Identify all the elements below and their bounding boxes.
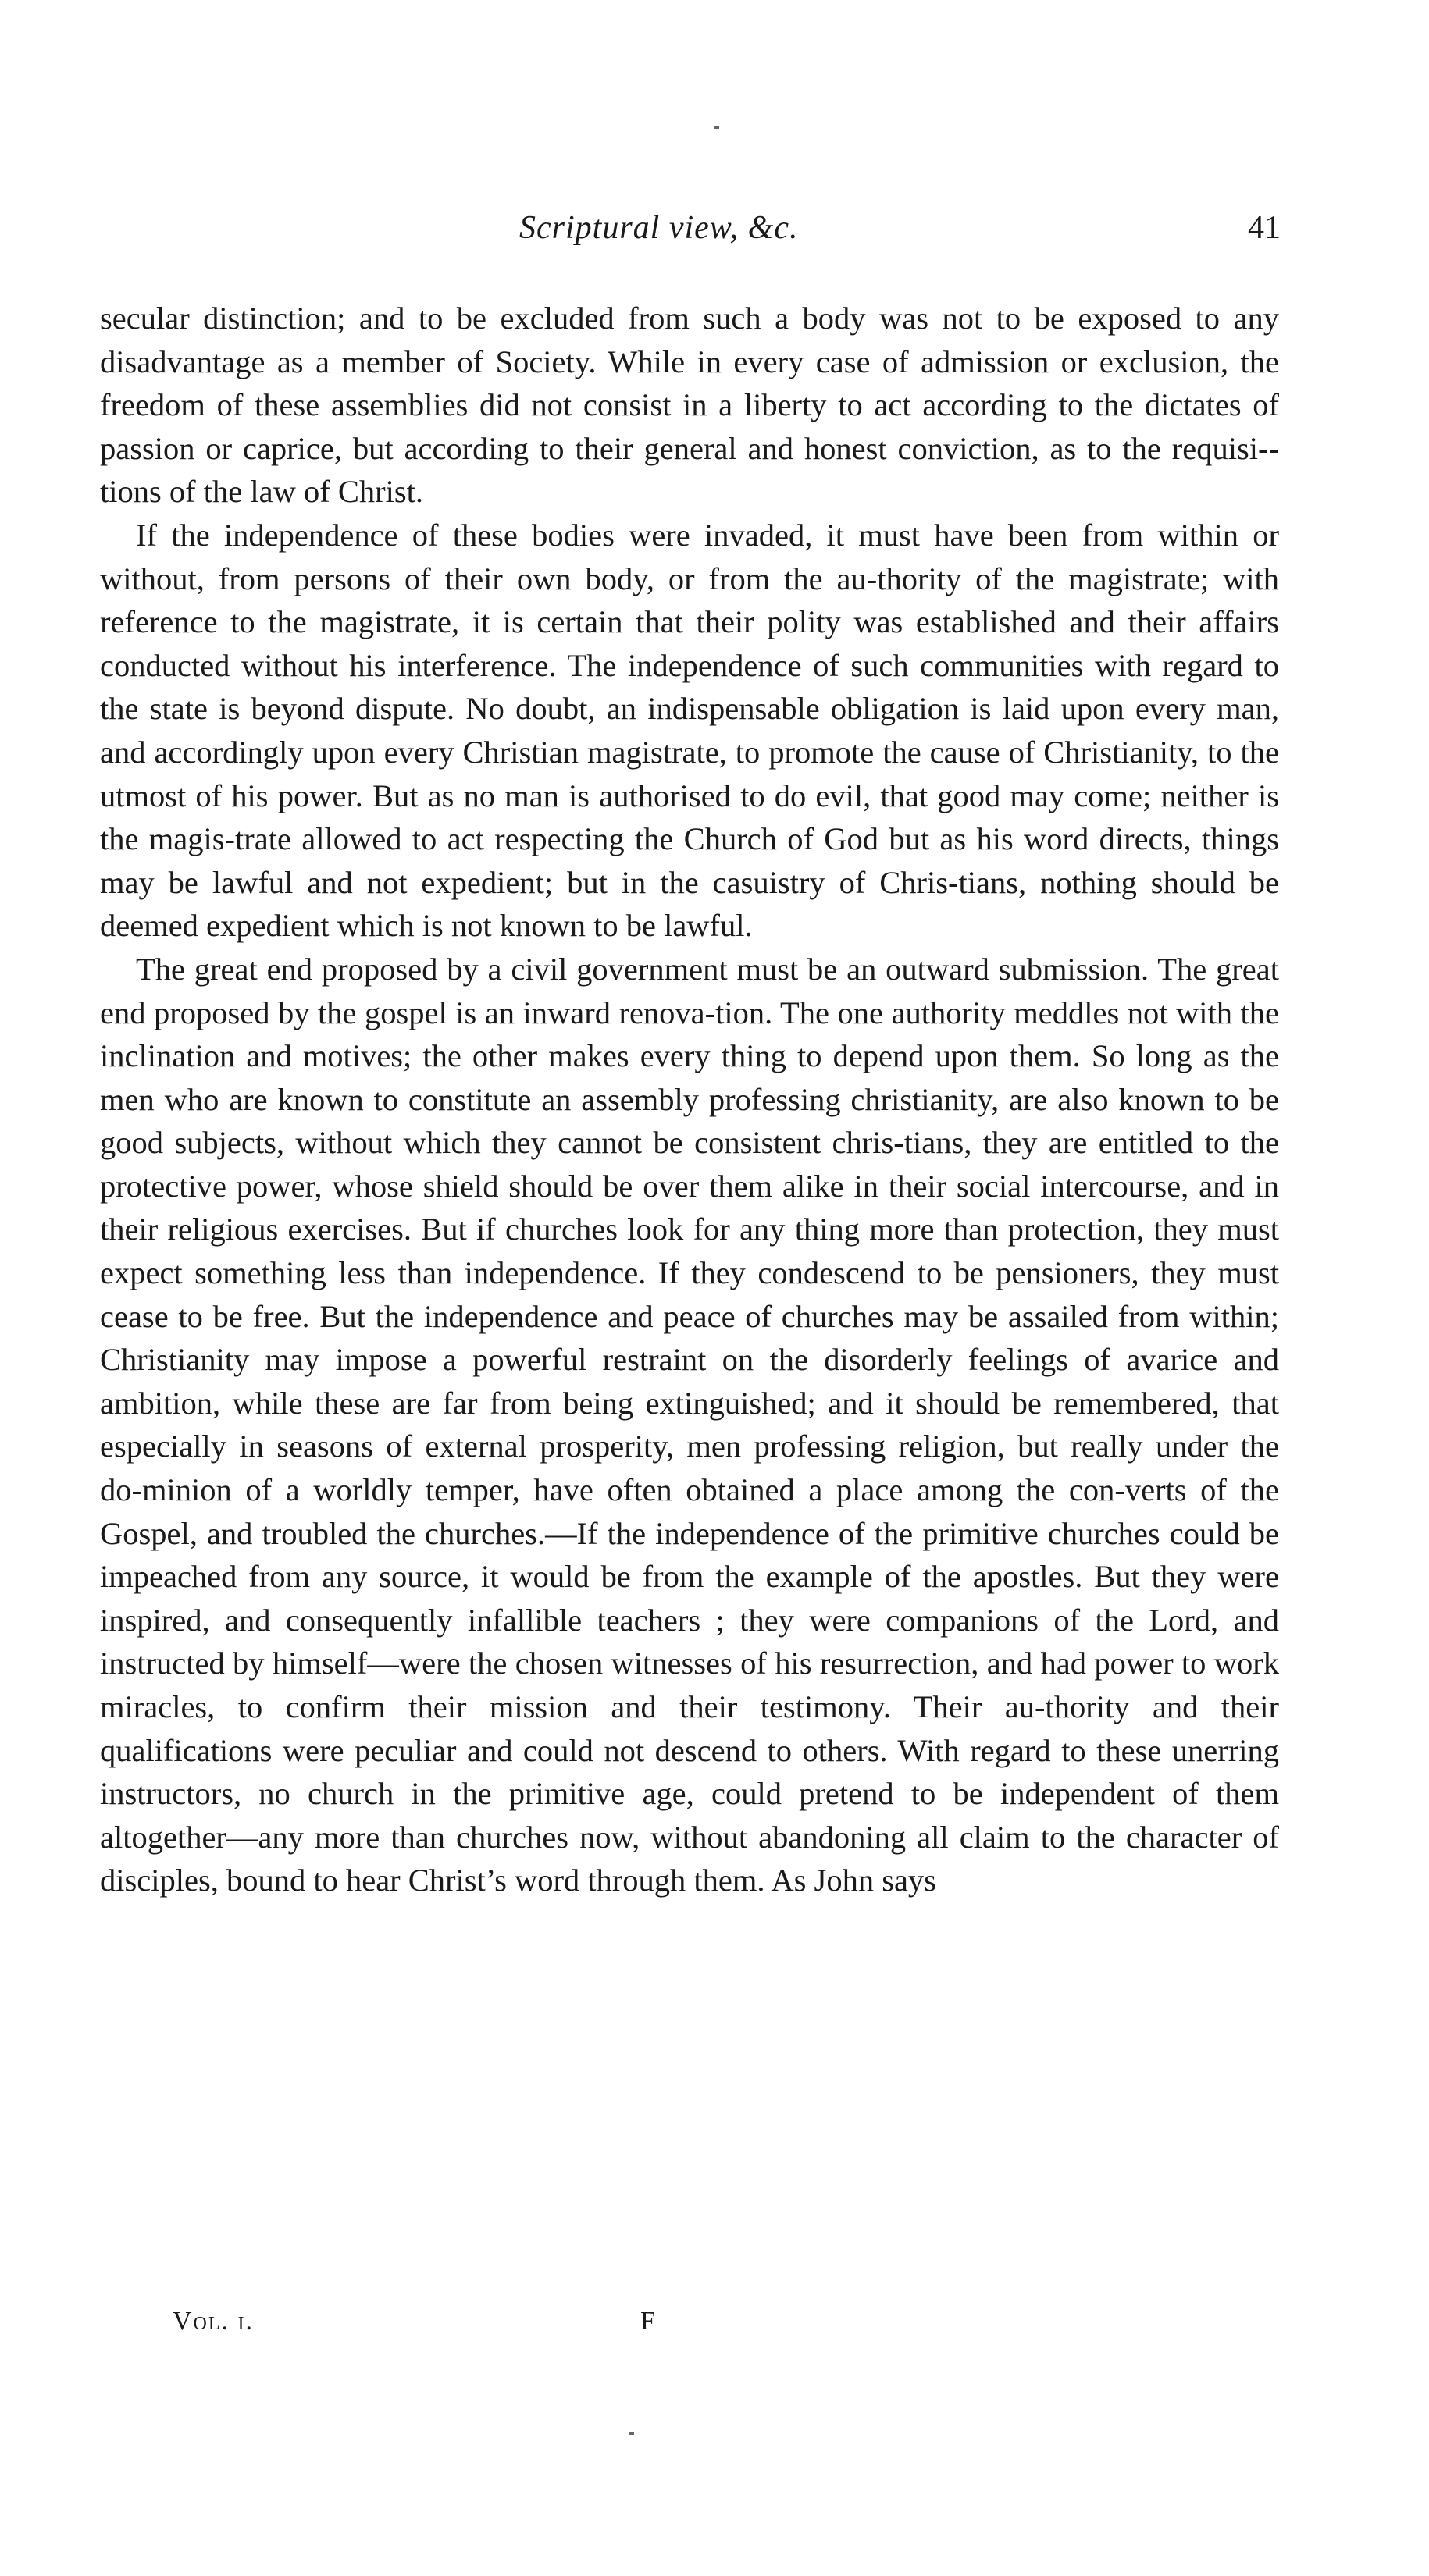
signature-mark: F xyxy=(640,2307,655,2336)
bottom-speck-decoration xyxy=(629,2432,634,2435)
running-title: Scriptural view, &c. xyxy=(519,210,799,246)
page-header xyxy=(98,209,1281,256)
volume-mark: Vol. i. xyxy=(173,2307,255,2336)
page-footer xyxy=(98,2307,1281,2346)
top-speck-decoration xyxy=(714,126,719,129)
paragraph-1: secular distinction; and to be excluded from such a body was not to be exposed to any disadvantage as a member of Society. While in every case of admission or exclusion, the freedom of these assemblies did not consist in a liberty to act according to the dictates of passion or caprice, but according to their general and honest conviction, as to the requisi-tions of the law of Christ. xyxy=(100,301,1279,510)
paragraph-3: The great end proposed by a civil government must be an outward submission. The great end proposed by the gospel is an inward renova-tion. The one authority meddles not with the inclination and motives; the other makes every thing to depend upon them. So long as the men who are known to constitute an assembly professing christianity, are also known to be good subjects, without which they cannot be consistent chris-tians, they are entitled to the protective power, whose shield should be over them alike in their social intercourse, and in their religious exercises. But if churches look for any thing more than protection, they must expect something less than independence. If they condescend to be pensioners, they must cease to be free. But the independence and peace of churches may be assailed from within; Christianity may impose a powerful restraint on the disorderly feelings of avarice and ambition, while these are far from being extinguished; and it should be remembered, that especially in seasons of external prosperity, men professing religion, but really under the do-minion of a worldly temper, have often obtained a place among the con-verts of the Gospel, and troubled the churches.—If the independence of the primitive churches could be impeached from any source, it would be from the example of the apostles. But they were inspired, and consequently infallible teachers ; they were companions of the Lord, and instructed by himself—were the chosen witnesses of his resurrection, and had power to work miracles, to confirm their mission and their testimony. Their au-thority and their qualifications were peculiar and could not descend to others. With regard to these unerring instructors, no church in the primitive age, could pretend to be independent of them altogether—any more than churches now, without abandoning all claim to the character of disciples, bound to hear Christ’s word through them. As John says xyxy=(100,951,1279,1898)
body-text xyxy=(100,297,1279,1902)
page-number: 41 xyxy=(1248,210,1281,246)
paragraph-2: If the independence of these bodies were invaded, it must have been from within or without, from persons of their own body, or from the au-thority of the magistrate; with reference to the magistrate, it is certain that their polity was established and their affairs conducted without his interference. The independence of such communities with regard to the state is beyond dispute. No doubt, an indispensable obligation is laid upon every man, and accordingly upon every Christian magistrate, to promote the cause of Christianity, to the utmost of his power. But as no man is authorised to do evil, that good may come; neither is the magis-trate allowed to act respecting the Church of God but as his word directs, things may be lawful and not expedient; but in the casuistry of Chris-tians, nothing should be deemed expedient which is not known to be lawful. xyxy=(100,517,1279,944)
